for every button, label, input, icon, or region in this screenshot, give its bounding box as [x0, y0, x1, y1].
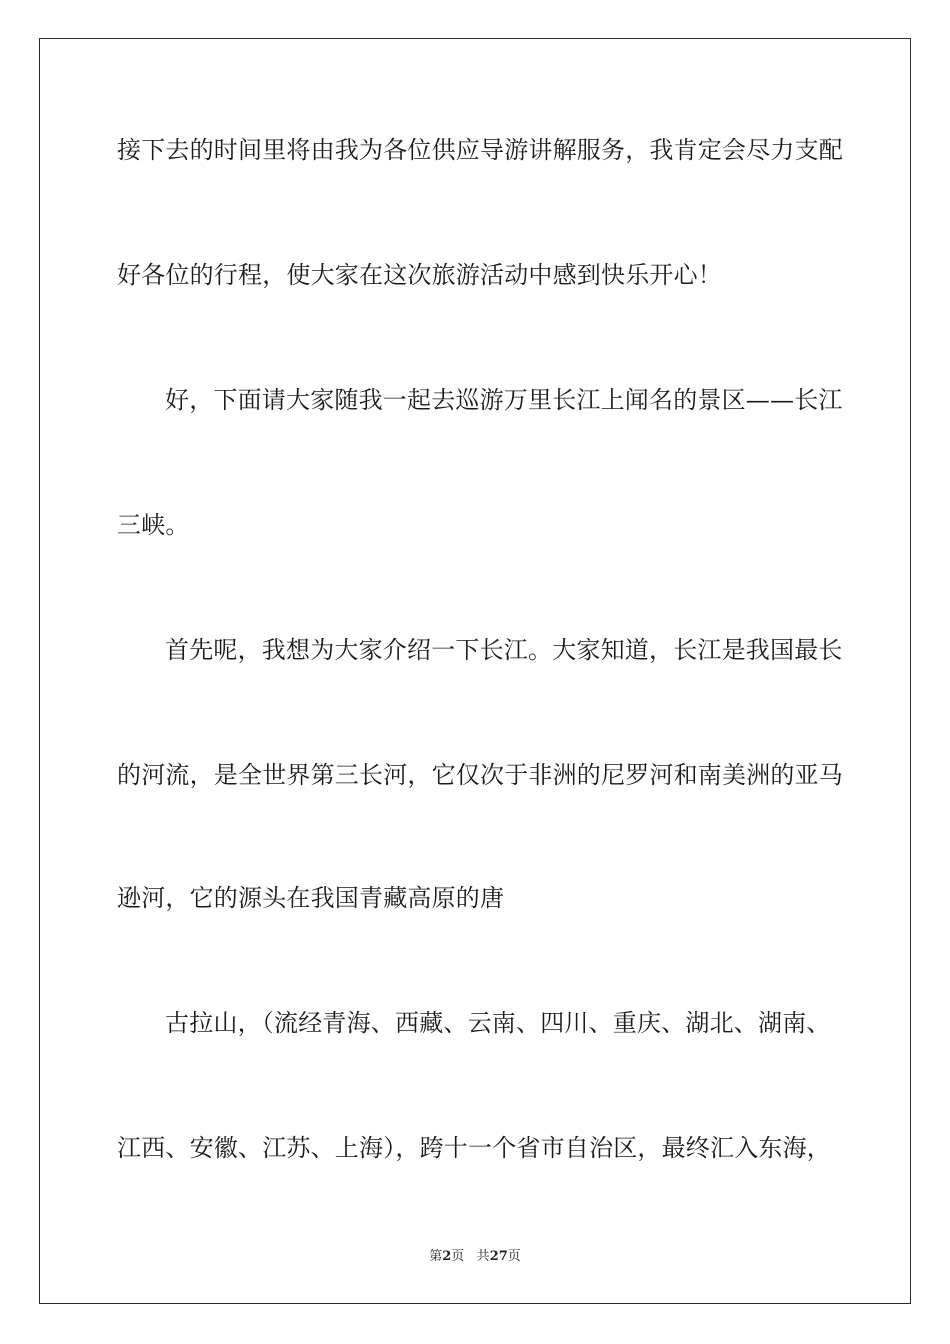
page-footer: [0, 1248, 950, 1266]
text-line: 好，下面请大家随我一起去巡游万里长江上闻名的景区——长江: [165, 386, 843, 414]
text-line: 的河流，是全世界第三长河，它仅次于非洲的尼罗河和南美洲的亚马: [117, 761, 843, 789]
text-line: 首先呢，我想为大家介绍一下长江。大家知道，长江是我国最长: [165, 636, 843, 664]
total-pages: 27: [489, 1249, 508, 1264]
page-label-suffix: 页: [451, 1249, 465, 1264]
text-line: 江西、安徽、江苏、上海），跨十一个省市自治区，最终汇入东海，: [117, 1134, 831, 1162]
text-line: 好各位的行程，使大家在这次旅游活动中感到快乐开心！: [117, 261, 722, 289]
page-label-prefix: 第: [429, 1249, 443, 1264]
text-line: 接下去的时间里将由我为各位供应导游讲解服务，我肯定会尽力支配: [117, 136, 843, 164]
total-label-prefix: 共: [476, 1249, 490, 1264]
page-number: 2: [442, 1249, 452, 1264]
total-label-suffix: 页: [507, 1249, 521, 1264]
text-line: 逊河，它的源头在我国青藏高原的唐: [117, 884, 505, 912]
text-line: 古拉山，（流经青海、西藏、云南、四川、重庆、湖北、湖南、: [165, 1009, 831, 1037]
page-border: [39, 38, 911, 1304]
text-line: 三峡。: [117, 511, 190, 539]
